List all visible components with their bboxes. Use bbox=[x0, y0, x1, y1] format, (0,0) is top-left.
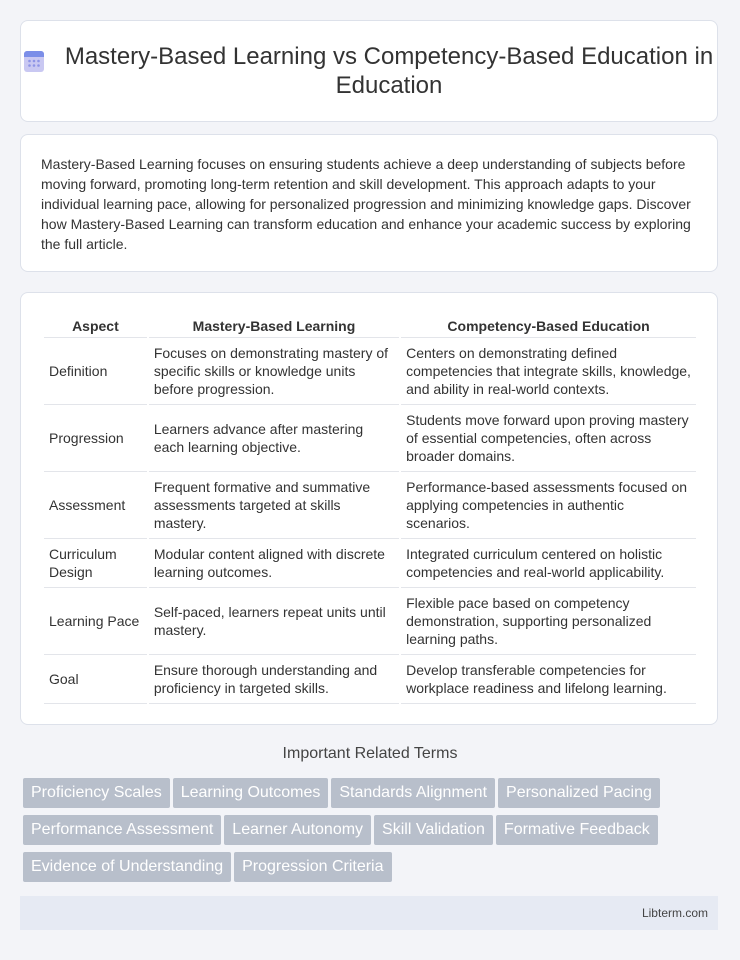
row-competency: Centers on demonstrating defined competencies that integrate skills, knowledge, and ability in real-world contexts. bbox=[401, 338, 696, 405]
column-header-mastery: Mastery-Based Learning bbox=[149, 315, 399, 338]
table-row bbox=[44, 405, 696, 472]
tag-proficiency-scales[interactable]: Proficiency Scales bbox=[23, 778, 170, 808]
table-header-row bbox=[44, 315, 696, 338]
page-title: Mastery-Based Learning vs Competency-Based Education in Education bbox=[64, 43, 714, 99]
tag-learner-autonomy[interactable]: Learner Autonomy bbox=[224, 815, 371, 845]
row-mastery: Modular content aligned with discrete learning outcomes. bbox=[149, 539, 399, 588]
row-aspect: Definition bbox=[44, 338, 147, 405]
related-terms-heading: Important Related Terms bbox=[282, 745, 458, 762]
row-aspect: Progression bbox=[44, 405, 147, 472]
title-card bbox=[20, 20, 718, 122]
table-row bbox=[44, 338, 696, 405]
tag-standards-alignment[interactable]: Standards Alignment bbox=[331, 778, 495, 808]
footer bbox=[20, 896, 718, 930]
document-icon bbox=[21, 48, 47, 74]
tag-performance-assessment[interactable]: Performance Assessment bbox=[23, 815, 221, 845]
footer-site-link[interactable]: Libterm.com bbox=[641, 906, 708, 920]
comparison-table bbox=[42, 315, 698, 704]
row-mastery: Ensure thorough understanding and proficiency in targeted skills. bbox=[149, 655, 399, 704]
intro-card bbox=[20, 134, 718, 272]
table-row bbox=[44, 472, 696, 539]
row-competency: Flexible pace based on competency demonstration, supporting personalized learning paths. bbox=[401, 588, 696, 655]
tag-progression-criteria[interactable]: Progression Criteria bbox=[234, 852, 391, 882]
row-aspect: Assessment bbox=[44, 472, 147, 539]
table-row bbox=[44, 588, 696, 655]
comparison-card bbox=[20, 292, 718, 725]
row-competency: Develop transferable competencies for workplace readiness and lifelong learning. bbox=[401, 655, 696, 704]
tag-personalized-pacing[interactable]: Personalized Pacing bbox=[498, 778, 660, 808]
row-competency: Performance-based assessments focused on applying competencies in authentic scenarios. bbox=[401, 472, 696, 539]
row-aspect: Goal bbox=[44, 655, 147, 704]
column-header-competency: Competency-Based Education bbox=[401, 315, 696, 338]
row-mastery: Learners advance after mastering each learning objective. bbox=[149, 405, 399, 472]
column-header-aspect: Aspect bbox=[44, 315, 147, 338]
related-terms-list bbox=[23, 778, 723, 889]
row-aspect: Learning Pace bbox=[44, 588, 147, 655]
row-competency: Integrated curriculum centered on holistic competencies and real-world applicability. bbox=[401, 539, 696, 588]
tag-evidence-of-understanding[interactable]: Evidence of Understanding bbox=[23, 852, 231, 882]
tag-skill-validation[interactable]: Skill Validation bbox=[374, 815, 493, 845]
row-mastery: Frequent formative and summative assessments targeted at skills mastery. bbox=[149, 472, 399, 539]
table-row bbox=[44, 539, 696, 588]
table-row bbox=[44, 655, 696, 704]
tag-learning-outcomes[interactable]: Learning Outcomes bbox=[173, 778, 329, 808]
row-mastery: Focuses on demonstrating mastery of specific skills or knowledge units before progression. bbox=[149, 338, 399, 405]
title-wrap bbox=[21, 42, 717, 100]
row-competency: Students move forward upon proving mastery of essential competencies, often across broader domains. bbox=[401, 405, 696, 472]
intro-text: Mastery-Based Learning focuses on ensuring students achieve a deep understanding of subjects before moving forward, promoting long-term retention and skill development. This approach adapts to your individual learning pace, allowing for personalized progression and minimizing knowledge gaps. Discover how Mastery-Based Learning can transform education and enhance your academic success by exploring the full article. bbox=[41, 156, 691, 252]
row-aspect: Curriculum Design bbox=[44, 539, 147, 588]
row-mastery: Self-paced, learners repeat units until mastery. bbox=[149, 588, 399, 655]
tag-formative-feedback[interactable]: Formative Feedback bbox=[496, 815, 658, 845]
